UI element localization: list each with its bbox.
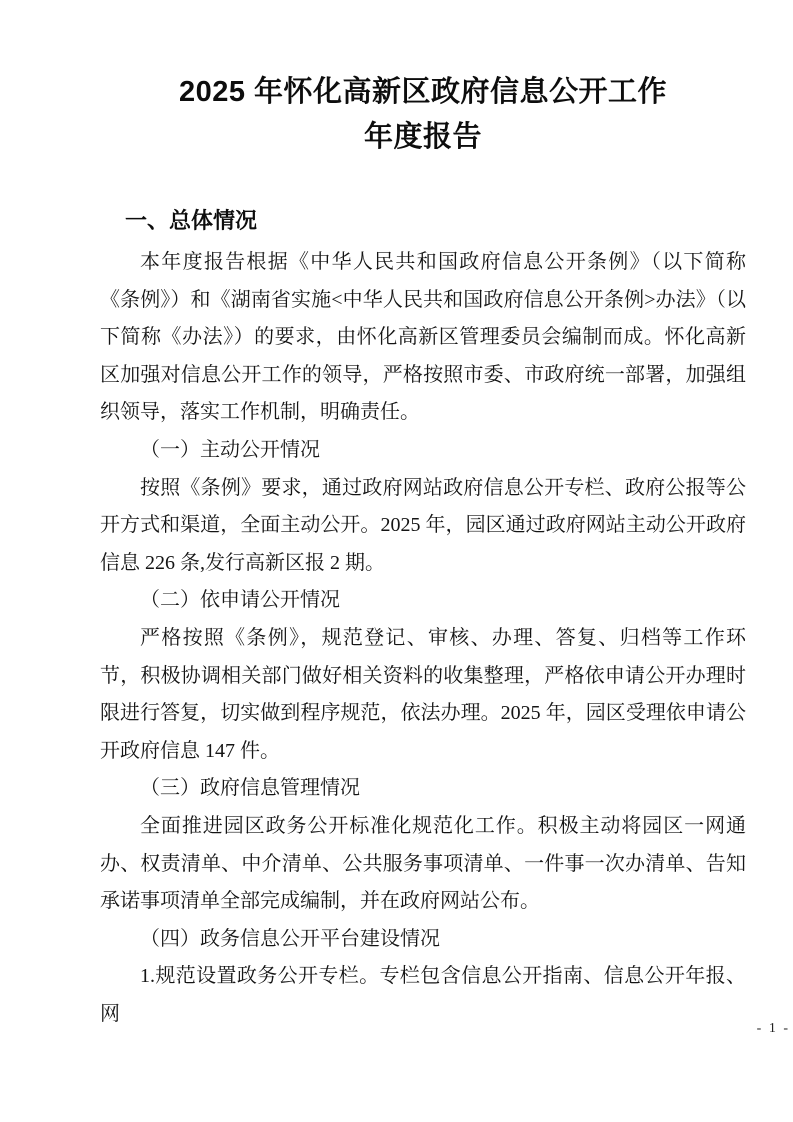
subsection-heading: （四）政务信息公开平台建设情况: [140, 927, 440, 950]
document-content: [0, 70, 793, 1033]
paragraph: 1.规范设置政务公开专栏。专栏包含信息公开指南、信息公开年报、网: [100, 965, 746, 1025]
document-body: [100, 244, 746, 1033]
paragraph: 本年度报告根据《中华人民共和国政府信息公开条例》（以下简称《条例》）和《湖南省实施<中华人民共和国政府信息公开条例>办法》（以下简称《办法》）的要求，由怀化高新区管理委员会编制而成。怀化高新区加强对信息公开工作的领导，严格按照市委、市政府统一部署，加强组织领导，落实工作机制，明确责任。: [100, 251, 746, 424]
subsection-heading: （三）政府信息管理情况: [140, 777, 360, 800]
section-heading: 一、总体情况: [125, 208, 258, 233]
subsection-heading: （一）主动公开情况: [140, 438, 320, 461]
paragraph: 按照《条例》要求，通过政府网站政府信息公开专栏、政府公报等公开方式和渠道，全面主动公开。2025 年，园区通过政府网站主动公开政府信息 226 条,发行高新区报 2 期。: [100, 476, 746, 574]
paragraph: 全面推进园区政务公开标准化规范化工作。积极主动将园区一网通办、权责清单、中介清单、公共服务事项清单、一件事一次办清单、告知承诺事项清单全部完成编制，并在政府网站公布。: [100, 814, 746, 913]
title-line-1: 2025 年怀化高新区政府信息公开工作: [178, 76, 668, 108]
paragraph: 严格按照《条例》，规范登记、审核、办理、答复、归档等工作环节，积极协调相关部门做好相关资料的收集整理，严格依申请公开办理时限进行答复，切实做到程序规范，依法办理。2025 年，园区受理依申请公开政府信息 147 件。: [100, 626, 746, 762]
page-number: - 1 -: [756, 1021, 790, 1036]
subsection-heading: （二）依申请公开情况: [140, 589, 340, 612]
document-title: [100, 70, 746, 160]
title-line-2: 年度报告: [363, 121, 482, 153]
